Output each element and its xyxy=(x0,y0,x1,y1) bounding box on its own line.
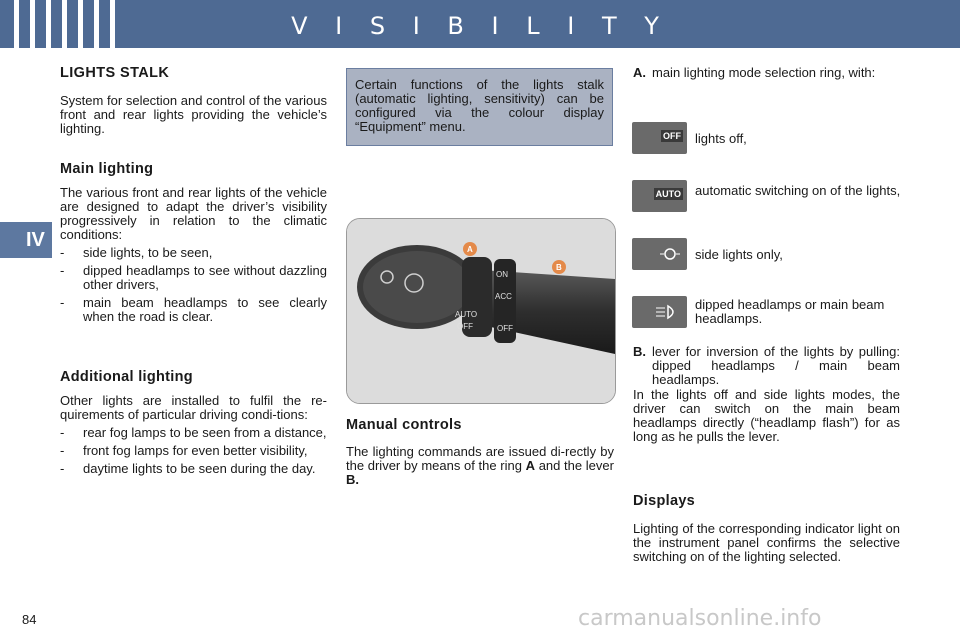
page-title: V I S I B I L I T Y xyxy=(291,12,669,40)
b-description xyxy=(633,345,900,564)
lights-off-icon: OFF xyxy=(632,122,687,154)
page-number: 84 xyxy=(22,612,37,627)
lights-stalk-heading: LIGHTS STALK xyxy=(60,65,170,81)
main-lighting-heading: Main lighting xyxy=(60,161,154,177)
lights-stalk-illustration xyxy=(347,219,615,403)
manual-controls-body: The lighting commands are issued di-rectly by the driver by means of the ring A and the lever B. xyxy=(346,444,614,487)
lights-stalk-photo xyxy=(346,218,616,404)
list-item: - dipped headlamps to see without dazzling other drivers, xyxy=(60,263,327,292)
headlamp-icon xyxy=(632,296,687,328)
b-label: B. xyxy=(633,344,646,359)
page-header xyxy=(0,0,960,48)
ring-label: ACC xyxy=(495,292,512,301)
manual-controls-section xyxy=(346,418,614,487)
marker-b-label: B xyxy=(556,263,562,272)
list-item: - side lights, to be seen, xyxy=(60,245,213,260)
lights-stalk-body: System for selection and control of the various front and rear lights providing the vehicle’s lighting. xyxy=(60,93,327,136)
list-item: - main beam headlamps to see clearly when the road is clear. xyxy=(60,295,327,324)
b-text: lever for inversion of the lights by pulling: dipped headlamps / main beam headlamps. xyxy=(652,344,900,387)
left-column xyxy=(60,66,327,476)
info-box xyxy=(346,68,613,146)
mode-text: side lights only, xyxy=(695,247,783,262)
a-label: A. xyxy=(633,65,646,80)
ring-label: OFF xyxy=(497,324,513,333)
marker-a-label: A xyxy=(467,245,473,254)
sidelights-icon xyxy=(632,238,687,270)
ring-label: AUTO xyxy=(455,310,478,319)
additional-lighting-heading: Additional lighting xyxy=(60,369,193,385)
list-item: - rear fog lamps to be seen from a distance, xyxy=(60,425,327,440)
a-description xyxy=(633,66,900,80)
list-item: - daytime lights to be seen during the day. xyxy=(60,461,316,476)
auto-lights-icon: AUTO xyxy=(632,180,687,212)
mode-text: automatic switching on of the lights, xyxy=(695,183,901,198)
ring-label: OFF xyxy=(457,322,473,331)
headlamp-flash-text: In the lights off and side lights modes, the driver can switch on the main beam headlamps directly (“headlamp flash”) for as long as he pulls the lever. xyxy=(633,387,900,444)
mode-text: lights off, xyxy=(695,131,747,146)
info-box-text: Certain functions of the lights stalk (automatic lighting, sensitivity) can be configured via the colour display “Equipment” menu. xyxy=(355,77,604,134)
manual-controls-heading: Manual controls xyxy=(346,417,462,433)
displays-body: Lighting of the corresponding indicator light on the instrument panel confirms the selective switching on of the lighting selected. xyxy=(633,521,900,564)
list-item: - front fog lamps for even better visibility, xyxy=(60,443,308,458)
additional-lighting-body: Other lights are installed to fulfil the re-quirements of particular driving condi-tions: xyxy=(60,393,327,422)
main-lighting-body: The various front and rear lights of the vehicle are designed to adapt the driver’s visibility progressively in relation to the climatic conditions: xyxy=(60,185,327,242)
chapter-tab: IV xyxy=(0,222,52,258)
watermark: carmanualsonline.info xyxy=(578,606,822,631)
a-text: main lighting mode selection ring, with: xyxy=(652,65,876,80)
displays-heading: Displays xyxy=(633,493,696,509)
ring-label: ON xyxy=(496,270,508,279)
mode-text: dipped headlamps or main beam headlamps. xyxy=(695,297,885,326)
